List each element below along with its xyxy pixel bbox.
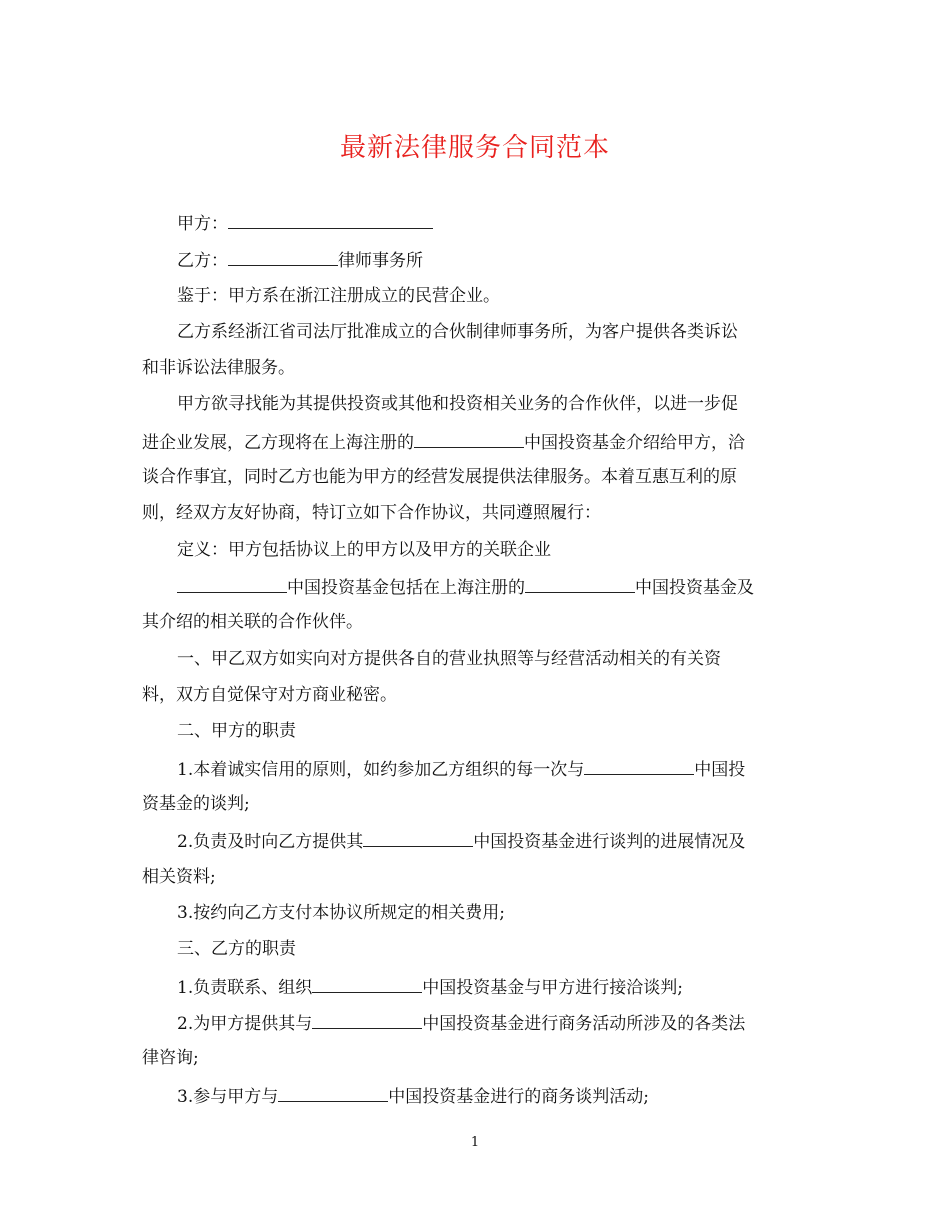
paragraph-text: 甲方欲寻找能为其提供投资或其他和投资相关业务的合作伙伴，以进一步促 — [177, 394, 738, 414]
clause-text: 一、甲乙双方如实向对方提供各自的营业执照等与经营活动相关的有关资 — [177, 649, 721, 669]
paragraph-text: 则，经双方友好协商，特订立如下合作协议，共同遵照履行： — [142, 503, 601, 523]
clause-text: 相关资料; — [142, 867, 216, 887]
paragraph-text: 和非诉讼法律服务。 — [142, 358, 295, 378]
clause-text — [177, 1084, 807, 1108]
text-span: 3.参与甲方与 — [177, 1087, 279, 1107]
fund-name-blank[interactable] — [278, 1084, 388, 1102]
clause-text — [177, 757, 807, 781]
text-span: 中国投资基金进行的商务谈判活动; — [388, 1087, 649, 1107]
clause-text — [177, 1011, 807, 1035]
section-heading: 二、甲方的职责 — [177, 721, 296, 741]
text-span: 中国投资基金包括在上海注册的 — [287, 578, 525, 598]
fund-name-blank[interactable] — [312, 975, 422, 993]
party-a-label: 甲方： — [177, 214, 228, 234]
clause-text — [177, 829, 807, 853]
definition-text: 定义：甲方包括协议上的甲方以及甲方的关联企业 — [177, 540, 551, 560]
clause-text — [177, 975, 807, 999]
party-b-suffix: 律师事务所 — [338, 251, 423, 271]
page-number: 1 — [470, 1135, 480, 1150]
definition-text — [177, 575, 807, 599]
text-span: 进企业发展，乙方现将在上海注册的 — [142, 433, 414, 453]
text-span: 1.本着诚实信用的原则，如约参加乙方组织的每一次与 — [177, 760, 585, 780]
clause-text: 3.按约向乙方支付本协议所规定的相关费用; — [177, 903, 505, 923]
fund-name-blank[interactable] — [312, 1011, 422, 1029]
fund-name-blank[interactable] — [363, 829, 473, 847]
paragraph-text — [142, 430, 807, 454]
clause-text: 资基金的谈判; — [142, 794, 250, 814]
party-b-line — [177, 248, 807, 272]
paragraph-text: 谈合作事宜，同时乙方也能为甲方的经营发展提供法律服务。本着互惠互利的原 — [142, 467, 737, 487]
whereas-line: 鉴于：甲方系在浙江注册成立的民营企业。 — [177, 286, 500, 306]
text-span: 2.为甲方提供其与 — [177, 1014, 313, 1034]
clause-text: 料，双方自觉保守对方商业秘密。 — [142, 685, 397, 705]
paragraph-text: 乙方系经浙江省司法厅批准成立的合伙制律师事务所，为客户提供各类诉讼 — [177, 322, 738, 342]
document-title: 最新法律服务合同范本 — [339, 133, 610, 163]
fund-name-blank[interactable] — [177, 575, 287, 593]
text-span: 中国投资基金及 — [635, 578, 754, 598]
text-span: 中国投资基金介绍给甲方，洽 — [524, 433, 745, 453]
party-b-label: 乙方： — [177, 251, 228, 271]
clause-text: 律咨询; — [142, 1048, 199, 1068]
text-span: 2.负责及时向乙方提供其 — [177, 832, 364, 852]
party-b-blank[interactable] — [228, 248, 338, 266]
party-a-blank[interactable] — [228, 211, 433, 229]
fund-name-blank[interactable] — [525, 575, 635, 593]
fund-name-blank[interactable] — [414, 430, 524, 448]
text-span: 中国投资基金进行谈判的进展情况及 — [473, 832, 746, 852]
fund-name-blank[interactable] — [584, 757, 694, 775]
text-span: 中国投资基金与甲方进行接洽谈判; — [422, 978, 683, 998]
text-span: 中国投资基金进行商务活动所涉及的各类法 — [422, 1014, 746, 1034]
text-span: 1.负责联系、组织 — [177, 978, 313, 998]
text-span: 中国投 — [694, 760, 746, 780]
definition-text: 其介绍的相关联的合作伙伴。 — [142, 612, 363, 632]
section-heading: 三、乙方的职责 — [177, 939, 296, 959]
party-a-line — [177, 211, 807, 235]
